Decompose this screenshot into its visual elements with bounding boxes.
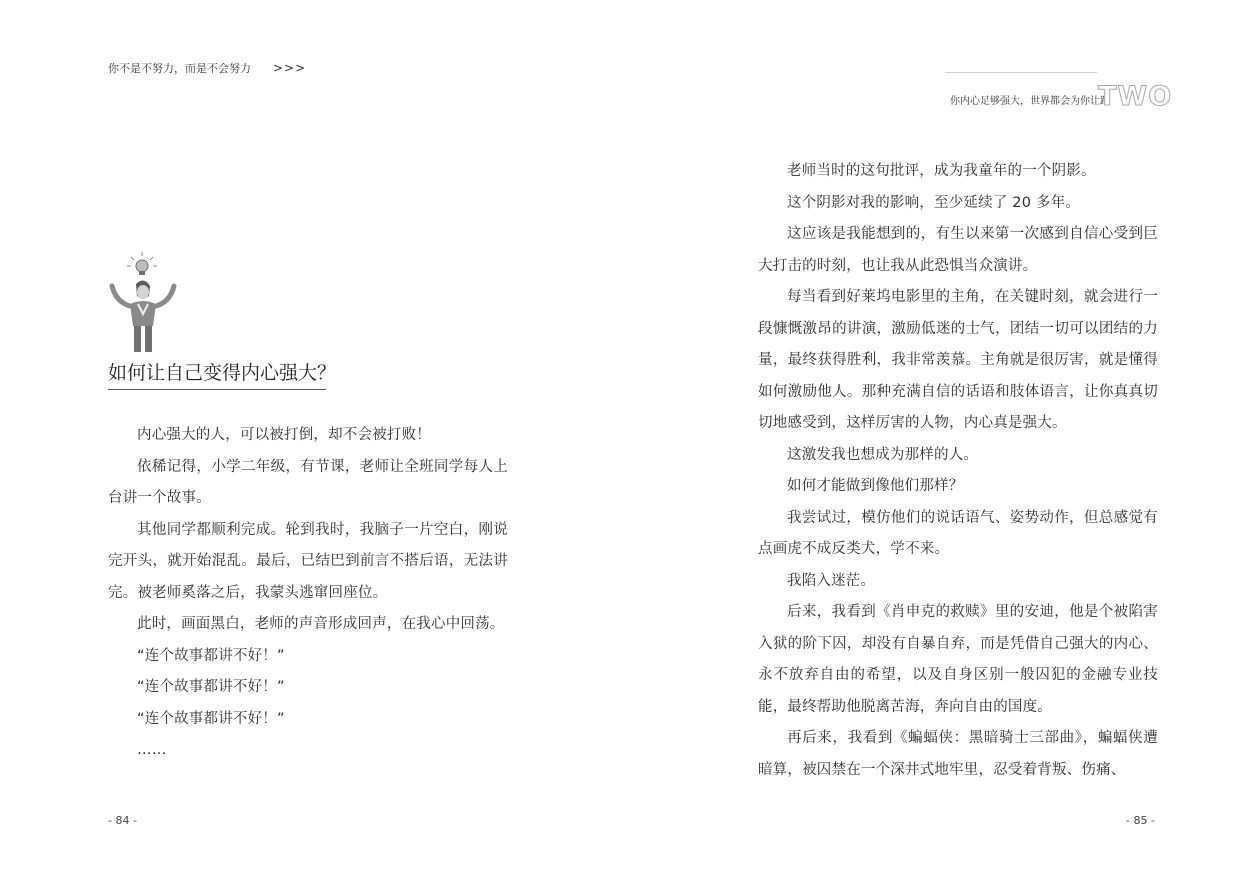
paragraph: “连个故事都讲不好！” [137,679,285,695]
paragraph: 如何才能做到像他们那样？ [787,478,964,494]
right-body-text [758,156,1158,786]
paragraph: 这激发我也想成为那样的人。 [787,446,979,463]
lightbulb-icon [127,252,157,275]
paragraph: 此时，画面黑白，老师的声音形成回声，在我心中回荡。 [137,616,505,632]
header-divider [945,72,1097,73]
paragraph: 这个阴影对我的影响，至少延续了 20 多年。 [787,194,1081,211]
running-header-left [108,60,306,76]
paragraph: 其他同学都顺利完成。轮到我时，我脑子一片空白，刚说完开头，就开始混乱。最后，已结巴到前言不搭后语，无法讲完。被老师奚落之后，我蒙头逃窜回座位。 [108,521,508,601]
running-header-right: 你内心足够强大，世界都会为你让路 [950,96,1110,107]
chevrons-icon: >>> [273,61,307,75]
person-figure [112,280,174,352]
running-header-left-text: 你不是不努力，而是不会努力 [108,62,251,75]
paragraph: 再后来，我看到《蝙蝠侠：黑暗骑士三部曲》，蝙蝠侠遭暗算，被囚禁在一个深井式地牢里，忍受着背叛、伤痛、 [758,730,1158,778]
chapter-mark: TWO [1098,81,1173,112]
section-title: 如何让自己变得内心强大？ [108,358,326,390]
paragraph: 我陷入迷茫。 [787,572,876,589]
paragraph: “连个故事都讲不好！” [137,710,285,727]
paragraph: 依稀记得，小学二年级，有节课，老师让全班同学每人上台讲一个故事。 [108,458,508,506]
page-number-right: - 85 - [1126,814,1155,827]
paragraph: 我尝试过，模仿他们的说话语气、姿势动作，但总感觉有点画虎不成反类犬，学不来。 [758,509,1158,557]
paragraph: “连个故事都讲不好！” [137,647,285,664]
left-body-text [108,420,508,767]
person-lightbulb-illustration [104,248,184,356]
right-page [630,0,1260,895]
paragraph: 每当看到好莱坞电影里的主角，在关键时刻，就会进行一段慷慨激昂的讲演，激励低迷的士气，团结一切可以团结的力量，最终获得胜利，我非常羡慕。主角就是很厉害，就是懂得如何激励他人。那种充满自信的话语和肢体语言，让你真真切切地感受到，这样厉害的人物，内心真是强大。 [758,289,1158,431]
paragraph: 后来，我看到《肖申克的救赎》里的安迪，他是个被陷害入狱的阶下囚，却没有自暴自弃，而是凭借自己强大的内心、永不放弃自由的希望，以及自身区别一般囚犯的金融专业技能，最终帮助他脱离苦海，奔向自由的国度。 [758,604,1158,715]
paragraph: 这应该是我能想到的，有生以来第一次感到自信心受到巨大打击的时刻，也让我从此恐惧当众演讲。 [758,226,1158,274]
paragraph: 内心强大的人，可以被打倒，却不会被打败！ [137,427,431,443]
paragraph: 老师当时的这句批评，成为我童年的一个阴影。 [787,163,1096,179]
page-number-left: - 84 - [108,814,137,827]
paragraph: …… [137,742,167,758]
